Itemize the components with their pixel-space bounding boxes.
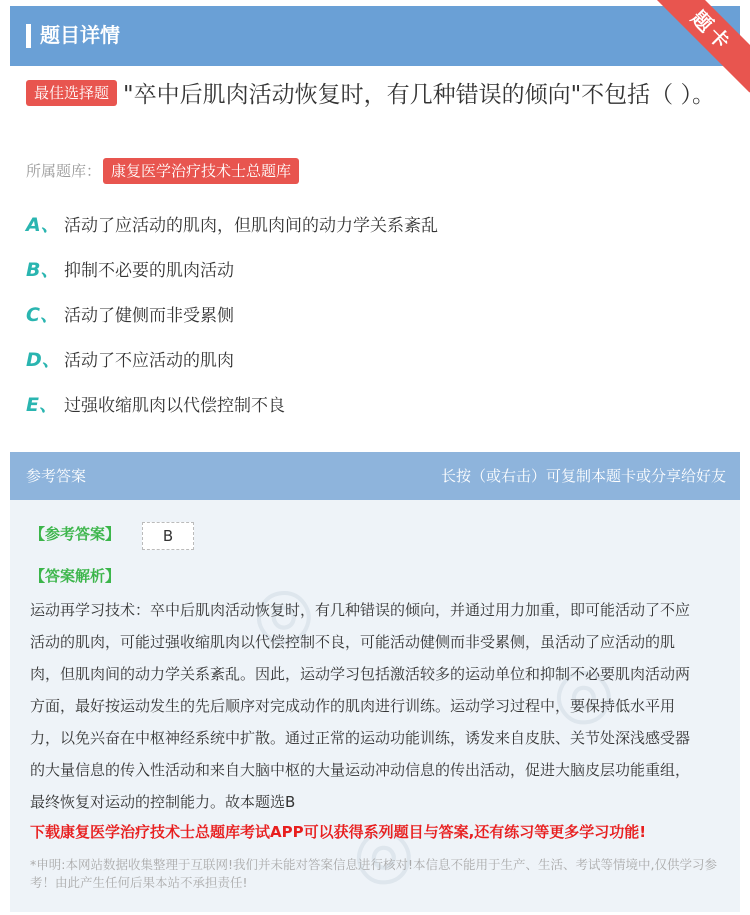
answer-header-title: 参考答案 [26, 467, 87, 485]
explanation-label: 【答案解析】 [30, 567, 121, 585]
option-c[interactable] [26, 300, 716, 345]
option-list [26, 210, 716, 435]
watermark-decoration: ◎ [232, 561, 330, 665]
option-text: 过强收缩肌肉以代偿控制不良 [64, 396, 285, 416]
reference-answer-value: B [142, 522, 194, 550]
option-text: 活动了应活动的肌肉，但肌肉间的动力学关系紊乱 [64, 216, 438, 236]
page-title: 题目详情 [40, 23, 120, 47]
option-text: 活动了健侧而非受累侧 [64, 306, 234, 326]
question-type-badge: 最佳选择题 [26, 80, 117, 106]
explanation-text: 运动再学习技术：卒中后肌肉活动恢复时，有几种错误的倾向，并通过用力加重，即可能活动了不应活动的肌肉，可能过强收缩肌肉以代偿控制不良，可能活动健侧而非受累侧，虽活动了应活动的肌肉，但肌肉间的动力学关系紊乱。因此，运动学习包括激活较多的运动单位和抑制不必要肌肉活动两方面，最好按运动发生的先后顺序对完成动作的肌肉进行训练。运动学习过程中，要保持低水平用力，以免兴奋在中枢神经系统中扩散。通过正常的运动功能训练，诱发来自皮肤、关节处深浅感受器的大量信息的传入性活动和来自大脑中枢的大量运动冲动信息的传出活动，促进大脑皮层功能重组，最终恢复对运动的控制能力。故本题选B [30, 601, 691, 811]
reference-answer-label: 【参考答案】 [30, 525, 121, 543]
question-stem [26, 76, 716, 114]
option-e[interactable] [26, 390, 716, 435]
option-letter: B、 [26, 259, 60, 281]
bank-name-badge[interactable]: 康复医学治疗技术士总题库 [103, 158, 299, 184]
app-download-promo[interactable]: 下载康复医学治疗技术士总题库考试APP可以获得系列题目与答案,还有练习等更多学习功能! [30, 823, 647, 841]
option-a[interactable] [26, 210, 716, 255]
option-text: 抑制不必要的肌肉活动 [64, 261, 234, 281]
option-d[interactable] [26, 345, 716, 390]
question-text: "卒中后肌肉活动恢复时，有几种错误的倾向"不包括（ ）。 [123, 82, 715, 108]
ribbon-label: 题卡 [654, 0, 750, 93]
page-header [10, 6, 740, 66]
option-letter: A、 [26, 214, 60, 236]
disclaimer: *申明:本网站数据收集整理于互联网!我们并未能对答案信息进行核对!本信息不能用于生产、生活、考试等情境中,仅供学习参考！由此产生任何后果本站不承担责任! [30, 857, 717, 890]
share-hint[interactable]: 长按（或右击）可复制本题卡或分享给好友 [440, 467, 726, 485]
watermark-decoration: ◎ [532, 641, 630, 745]
question-bank [26, 158, 305, 184]
answer-header [10, 452, 740, 500]
option-b[interactable] [26, 255, 716, 300]
option-letter: D、 [26, 349, 61, 371]
option-letter: C、 [26, 304, 59, 326]
watermark-decoration: ◎ [332, 801, 430, 905]
header-accent-bar [26, 24, 31, 48]
bank-label: 所属题库： [26, 162, 102, 180]
answer-card [10, 452, 740, 912]
option-letter: E、 [26, 394, 58, 416]
option-text: 活动了不应活动的肌肉 [64, 351, 234, 371]
